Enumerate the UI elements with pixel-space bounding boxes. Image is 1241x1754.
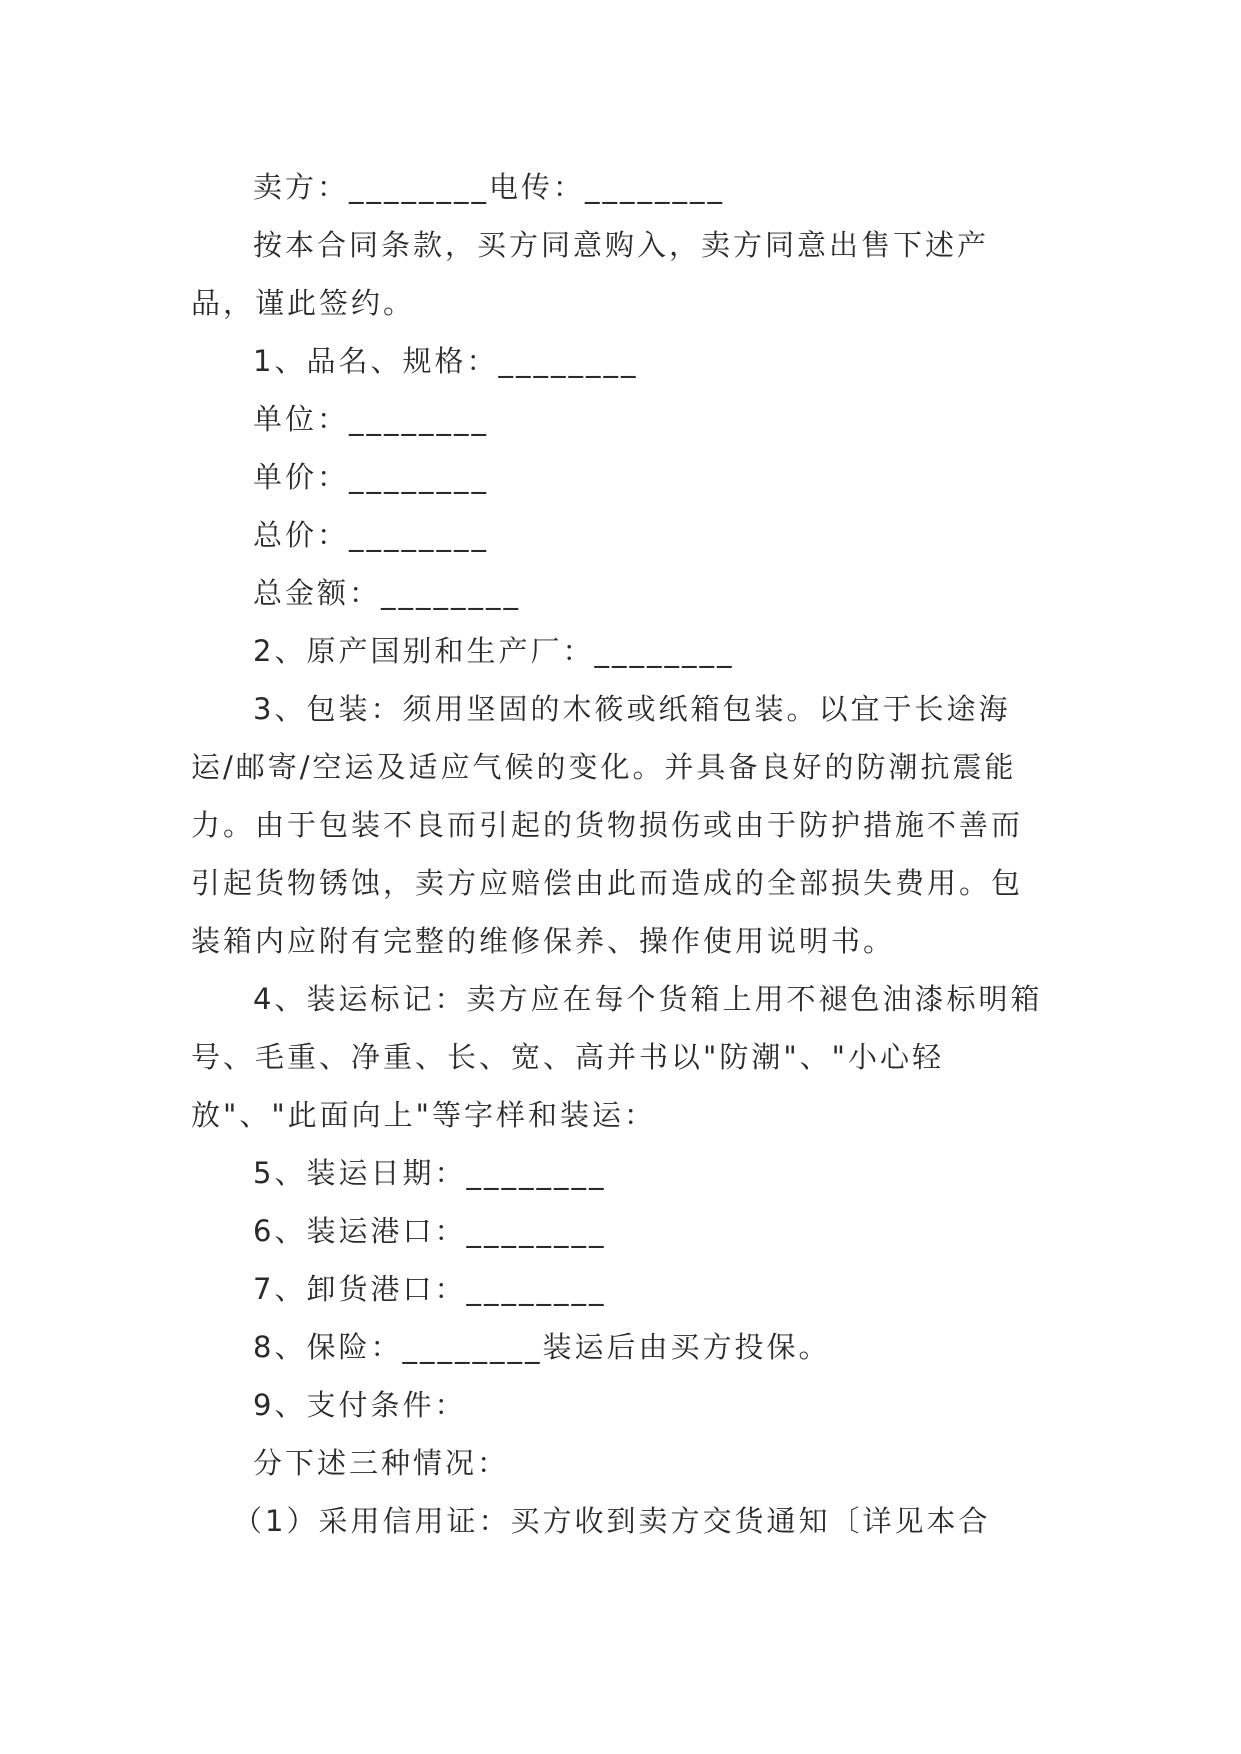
unit-field: 单位：________	[253, 402, 490, 436]
clause-2-origin-manufacturer: 2、原产国别和生产厂：________	[253, 634, 735, 668]
agreement-intro: 按本合同条款，买方同意购入，卖方同意出售下述产品，谨此签约。	[191, 228, 990, 320]
clause-7-unloading-port: 7、卸货港口：________	[253, 1272, 607, 1306]
clause-4-shipping-marks: 4、装运标记：卖方应在每个货箱上用不褪色油漆标明箱号、毛重、净重、长、宽、高并书以"防潮"、"小心轻放"、"此面向上"等字样和装运：	[191, 982, 1043, 1132]
clause-9-payment-terms: 9、支付条件：	[253, 1388, 467, 1422]
clause-5-shipment-date: 5、装运日期：________	[253, 1156, 607, 1190]
seller-fax-line: 卖方：________电传：________	[253, 170, 726, 204]
clause-1-product-spec: 1、品名、规格：________	[253, 344, 639, 378]
unit-price-field: 单价：________	[253, 460, 490, 494]
clause-6-loading-port: 6、装运港口：________	[253, 1214, 607, 1248]
total-amount-field: 总金额：________	[253, 576, 522, 610]
document-body	[191, 158, 1049, 1550]
clause-8-insurance: 8、保险：________装运后由买方投保。	[253, 1330, 831, 1364]
payment-cases-intro: 分下述三种情况：	[253, 1446, 510, 1480]
clause-3-packing: 3、包装：须用坚固的木筱或纸箱包装。以宜于长途海运/邮寄/空运及适应气候的变化。并具备良好的防潮抗震能力。由于包装不良而引起的货物损伤或由于防护措施不善而引起货物锈蚀，卖方应赔偿由此而造成的全部损失费用。包装箱内应附有完整的维修保养、操作使用说明书。	[191, 692, 1024, 958]
payment-case-1-letter-of-credit: （1）采用信用证：买方收到卖方交货通知〔详见本合	[233, 1504, 991, 1538]
total-price-field: 总价：________	[253, 518, 490, 552]
